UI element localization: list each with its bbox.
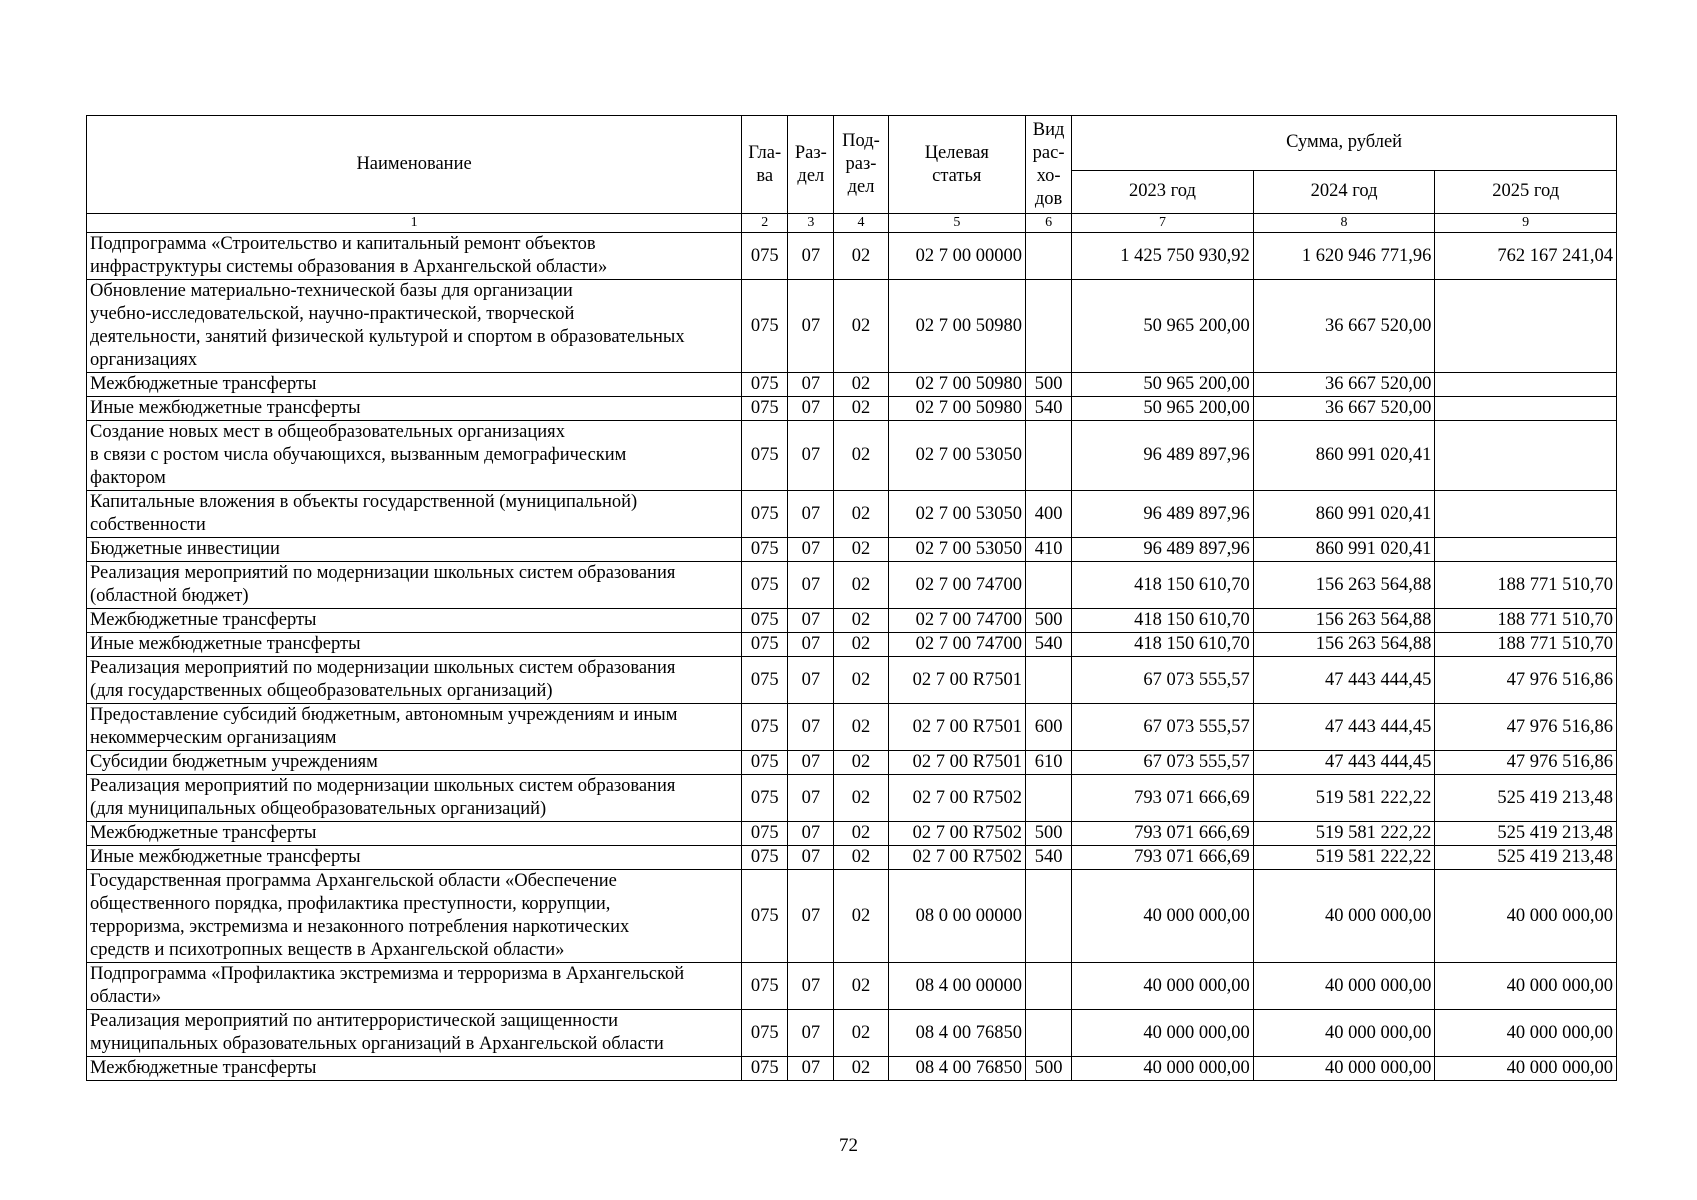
row-razdel: 07 xyxy=(788,280,834,373)
header-celevaya-text: Целевая статья xyxy=(924,142,989,186)
row-sum-2023: 793 071 666,69 xyxy=(1072,775,1254,822)
row-podrazdel: 02 xyxy=(834,846,888,870)
row-vid-rashodov: 540 xyxy=(1026,397,1072,421)
row-name: Реализация мероприятий по модернизации школьных систем образования (для муниципальных общеобразовательных организаций) xyxy=(87,775,742,822)
row-podrazdel: 02 xyxy=(834,397,888,421)
row-celevaya-statya: 08 0 00 00000 xyxy=(888,870,1025,963)
row-razdel: 07 xyxy=(788,397,834,421)
row-razdel: 07 xyxy=(788,538,834,562)
header-year-2025-text: 2025 год xyxy=(1492,181,1560,202)
row-sum-2024: 47 443 444,45 xyxy=(1253,751,1435,775)
row-sum-2025: 47 976 516,86 xyxy=(1435,704,1617,751)
row-name: Реализация мероприятий по антитеррористической защищенности муниципальных образовательных организаций в Архангельской области xyxy=(87,1010,742,1057)
row-podrazdel: 02 xyxy=(834,775,888,822)
row-sum-2025 xyxy=(1435,538,1617,562)
row-celevaya-statya: 02 7 00 74700 xyxy=(888,609,1025,633)
row-glava: 075 xyxy=(742,421,788,491)
row-name: Государственная программа Архангельской области «Обеспечение общественного порядка, профилактика преступности, коррупции, терроризма, экстремизма и незаконного потребления наркотических средств и психотропных веществ в Архангельской области» xyxy=(87,870,742,963)
table-row xyxy=(87,1010,1617,1057)
column-number: 8 xyxy=(1253,214,1435,233)
row-sum-2023: 50 965 200,00 xyxy=(1072,280,1254,373)
row-podrazdel: 02 xyxy=(834,373,888,397)
row-podrazdel: 02 xyxy=(834,491,888,538)
header-glava xyxy=(742,116,788,214)
row-sum-2023: 96 489 897,96 xyxy=(1072,491,1254,538)
page-number: 72 xyxy=(839,1135,858,1156)
table-row xyxy=(87,1057,1617,1081)
row-sum-2024: 860 991 020,41 xyxy=(1253,538,1435,562)
row-sum-2024: 40 000 000,00 xyxy=(1253,1057,1435,1081)
row-name: Иные межбюджетные трансферты xyxy=(87,633,742,657)
row-vid-rashodov xyxy=(1026,280,1072,373)
table-row xyxy=(87,373,1617,397)
header-year-2024-text: 2024 год xyxy=(1310,181,1378,202)
row-name: Иные межбюджетные трансферты xyxy=(87,397,742,421)
row-vid-rashodov xyxy=(1026,963,1072,1010)
row-name: Межбюджетные трансферты xyxy=(87,609,742,633)
row-sum-2024: 36 667 520,00 xyxy=(1253,373,1435,397)
row-glava: 075 xyxy=(742,397,788,421)
row-sum-2023: 40 000 000,00 xyxy=(1072,870,1254,963)
row-sum-2024: 40 000 000,00 xyxy=(1253,1010,1435,1057)
row-sum-2023: 67 073 555,57 xyxy=(1072,657,1254,704)
row-podrazdel: 02 xyxy=(834,751,888,775)
row-name: Обновление материально-технической базы для организации учебно-исследовательской, научно-практической, творческой деятельности, занятий физической культурой и спортом в образовательных организациях xyxy=(87,280,742,373)
row-glava: 075 xyxy=(742,704,788,751)
row-sum-2024: 156 263 564,88 xyxy=(1253,633,1435,657)
row-sum-2024: 1 620 946 771,96 xyxy=(1253,233,1435,280)
table-row xyxy=(87,870,1617,963)
row-vid-rashodov xyxy=(1026,562,1072,609)
header-year-2024 xyxy=(1253,170,1435,213)
row-sum-2025 xyxy=(1435,421,1617,491)
row-sum-2025: 762 167 241,04 xyxy=(1435,233,1617,280)
row-glava: 075 xyxy=(742,609,788,633)
row-sum-2024: 519 581 222,22 xyxy=(1253,822,1435,846)
row-glava: 075 xyxy=(742,822,788,846)
row-sum-2025: 40 000 000,00 xyxy=(1435,963,1617,1010)
row-sum-2024: 47 443 444,45 xyxy=(1253,704,1435,751)
row-vid-rashodov: 500 xyxy=(1026,609,1072,633)
table-header xyxy=(87,116,1617,233)
header-year-2025 xyxy=(1435,170,1617,213)
row-sum-2025 xyxy=(1435,280,1617,373)
row-sum-2024: 860 991 020,41 xyxy=(1253,491,1435,538)
table-row xyxy=(87,963,1617,1010)
row-podrazdel: 02 xyxy=(834,233,888,280)
header-razdel xyxy=(788,116,834,214)
table-body xyxy=(87,233,1617,1081)
row-sum-2024: 156 263 564,88 xyxy=(1253,609,1435,633)
row-sum-2025: 188 771 510,70 xyxy=(1435,562,1617,609)
header-glava-text: Гла- ва xyxy=(748,142,782,186)
row-sum-2025: 188 771 510,70 xyxy=(1435,609,1617,633)
header-name xyxy=(87,116,742,214)
row-sum-2025: 525 419 213,48 xyxy=(1435,822,1617,846)
row-razdel: 07 xyxy=(788,233,834,280)
table-row xyxy=(87,751,1617,775)
row-celevaya-statya: 08 4 00 76850 xyxy=(888,1010,1025,1057)
row-razdel: 07 xyxy=(788,657,834,704)
row-vid-rashodov: 400 xyxy=(1026,491,1072,538)
table-row xyxy=(87,657,1617,704)
row-celevaya-statya: 02 7 00 R7501 xyxy=(888,751,1025,775)
row-celevaya-statya: 02 7 00 50980 xyxy=(888,373,1025,397)
header-summa xyxy=(1072,116,1617,171)
table-row xyxy=(87,421,1617,491)
column-number: 7 xyxy=(1072,214,1254,233)
row-sum-2023: 67 073 555,57 xyxy=(1072,704,1254,751)
row-glava: 075 xyxy=(742,562,788,609)
column-number: 3 xyxy=(788,214,834,233)
row-glava: 075 xyxy=(742,963,788,1010)
row-sum-2024: 519 581 222,22 xyxy=(1253,775,1435,822)
row-name: Межбюджетные трансферты xyxy=(87,373,742,397)
column-number: 9 xyxy=(1435,214,1617,233)
row-sum-2023: 96 489 897,96 xyxy=(1072,538,1254,562)
row-name: Подпрограмма «Профилактика экстремизма и терроризма в Архангельской области» xyxy=(87,963,742,1010)
header-vid-text: Вид рас- хо- дов xyxy=(1032,119,1065,209)
header-podrazdel-text: Под- раз- дел xyxy=(842,131,880,197)
row-name: Иные межбюджетные трансферты xyxy=(87,846,742,870)
row-vid-rashodov: 600 xyxy=(1026,704,1072,751)
header-year-2023-text: 2023 год xyxy=(1129,181,1196,202)
row-razdel: 07 xyxy=(788,491,834,538)
row-vid-rashodov: 500 xyxy=(1026,822,1072,846)
row-sum-2023: 50 965 200,00 xyxy=(1072,397,1254,421)
row-name: Субсидии бюджетным учреждениям xyxy=(87,751,742,775)
row-razdel: 07 xyxy=(788,963,834,1010)
row-celevaya-statya: 02 7 00 74700 xyxy=(888,562,1025,609)
table-row xyxy=(87,822,1617,846)
row-podrazdel: 02 xyxy=(834,538,888,562)
row-glava: 075 xyxy=(742,491,788,538)
row-podrazdel: 02 xyxy=(834,1010,888,1057)
row-sum-2025: 40 000 000,00 xyxy=(1435,1057,1617,1081)
row-razdel: 07 xyxy=(788,751,834,775)
row-glava: 075 xyxy=(742,1010,788,1057)
row-vid-rashodov: 610 xyxy=(1026,751,1072,775)
header-celevaya-statya xyxy=(888,116,1025,214)
row-razdel: 07 xyxy=(788,421,834,491)
table-row xyxy=(87,633,1617,657)
row-sum-2023: 418 150 610,70 xyxy=(1072,633,1254,657)
row-razdel: 07 xyxy=(788,822,834,846)
row-celevaya-statya: 02 7 00 R7501 xyxy=(888,704,1025,751)
row-razdel: 07 xyxy=(788,870,834,963)
header-vid-rashodov xyxy=(1026,116,1072,214)
row-sum-2023: 67 073 555,57 xyxy=(1072,751,1254,775)
row-podrazdel: 02 xyxy=(834,562,888,609)
row-sum-2025: 525 419 213,48 xyxy=(1435,846,1617,870)
table-row xyxy=(87,562,1617,609)
row-glava: 075 xyxy=(742,1057,788,1081)
row-podrazdel: 02 xyxy=(834,704,888,751)
row-name: Межбюджетные трансферты xyxy=(87,1057,742,1081)
row-glava: 075 xyxy=(742,373,788,397)
row-celevaya-statya: 08 4 00 76850 xyxy=(888,1057,1025,1081)
column-number: 4 xyxy=(834,214,888,233)
row-glava: 075 xyxy=(742,233,788,280)
row-podrazdel: 02 xyxy=(834,1057,888,1081)
row-sum-2024: 40 000 000,00 xyxy=(1253,870,1435,963)
row-vid-rashodov: 500 xyxy=(1026,1057,1072,1081)
row-razdel: 07 xyxy=(788,1057,834,1081)
row-name: Предоставление субсидий бюджетным, автономным учреждениям и иным некоммерческим организациям xyxy=(87,704,742,751)
row-sum-2024: 36 667 520,00 xyxy=(1253,397,1435,421)
row-celevaya-statya: 02 7 00 50980 xyxy=(888,397,1025,421)
row-sum-2023: 793 071 666,69 xyxy=(1072,846,1254,870)
row-vid-rashodov xyxy=(1026,870,1072,963)
row-celevaya-statya: 02 7 00 R7501 xyxy=(888,657,1025,704)
header-name-text: Наименование xyxy=(356,154,472,174)
row-razdel: 07 xyxy=(788,373,834,397)
row-razdel: 07 xyxy=(788,633,834,657)
column-number: 2 xyxy=(742,214,788,233)
row-sum-2025: 40 000 000,00 xyxy=(1435,1010,1617,1057)
column-number: 6 xyxy=(1026,214,1072,233)
table-row xyxy=(87,233,1617,280)
row-celevaya-statya: 02 7 00 53050 xyxy=(888,491,1025,538)
budget-table xyxy=(86,115,1617,1081)
row-razdel: 07 xyxy=(788,1010,834,1057)
row-sum-2023: 418 150 610,70 xyxy=(1072,562,1254,609)
row-name: Межбюджетные трансферты xyxy=(87,822,742,846)
row-name: Бюджетные инвестиции xyxy=(87,538,742,562)
row-vid-rashodov xyxy=(1026,1010,1072,1057)
row-razdel: 07 xyxy=(788,609,834,633)
table-row xyxy=(87,846,1617,870)
row-razdel: 07 xyxy=(788,846,834,870)
row-glava: 075 xyxy=(742,751,788,775)
row-sum-2025: 188 771 510,70 xyxy=(1435,633,1617,657)
column-number-row xyxy=(87,214,1617,233)
row-name: Подпрограмма «Строительство и капитальный ремонт объектов инфраструктуры системы образования в Архангельской области» xyxy=(87,233,742,280)
row-celevaya-statya: 02 7 00 00000 xyxy=(888,233,1025,280)
row-glava: 075 xyxy=(742,775,788,822)
table-row xyxy=(87,491,1617,538)
row-celevaya-statya: 02 7 00 53050 xyxy=(888,421,1025,491)
row-glava: 075 xyxy=(742,280,788,373)
row-sum-2023: 1 425 750 930,92 xyxy=(1072,233,1254,280)
row-podrazdel: 02 xyxy=(834,963,888,1010)
header-razdel-text: Раз- дел xyxy=(794,142,827,186)
row-sum-2023: 40 000 000,00 xyxy=(1072,1057,1254,1081)
header-podrazdel xyxy=(834,116,888,214)
table-row xyxy=(87,609,1617,633)
row-razdel: 07 xyxy=(788,704,834,751)
row-glava: 075 xyxy=(742,870,788,963)
row-celevaya-statya: 02 7 00 50980 xyxy=(888,280,1025,373)
row-celevaya-statya: 02 7 00 R7502 xyxy=(888,822,1025,846)
row-podrazdel: 02 xyxy=(834,870,888,963)
row-vid-rashodov: 410 xyxy=(1026,538,1072,562)
row-razdel: 07 xyxy=(788,562,834,609)
row-podrazdel: 02 xyxy=(834,421,888,491)
row-sum-2023: 40 000 000,00 xyxy=(1072,963,1254,1010)
table-row xyxy=(87,538,1617,562)
row-vid-rashodov xyxy=(1026,775,1072,822)
row-sum-2024: 36 667 520,00 xyxy=(1253,280,1435,373)
row-sum-2023: 40 000 000,00 xyxy=(1072,1010,1254,1057)
row-glava: 075 xyxy=(742,538,788,562)
row-vid-rashodov: 540 xyxy=(1026,633,1072,657)
row-sum-2025 xyxy=(1435,397,1617,421)
column-number: 1 xyxy=(87,214,742,233)
row-podrazdel: 02 xyxy=(834,633,888,657)
row-sum-2024: 860 991 020,41 xyxy=(1253,421,1435,491)
column-number: 5 xyxy=(888,214,1025,233)
table-row xyxy=(87,280,1617,373)
row-vid-rashodov: 540 xyxy=(1026,846,1072,870)
row-glava: 075 xyxy=(742,657,788,704)
header-summa-text: Сумма, рублей xyxy=(1286,132,1403,153)
table-row xyxy=(87,775,1617,822)
row-celevaya-statya: 02 7 00 74700 xyxy=(888,633,1025,657)
row-sum-2023: 50 965 200,00 xyxy=(1072,373,1254,397)
header-year-2023 xyxy=(1072,170,1254,213)
row-name: Реализация мероприятий по модернизации школьных систем образования (для государственных общеобразовательных организаций) xyxy=(87,657,742,704)
table-row xyxy=(87,397,1617,421)
row-sum-2024: 519 581 222,22 xyxy=(1253,846,1435,870)
table-row xyxy=(87,704,1617,751)
row-vid-rashodov: 500 xyxy=(1026,373,1072,397)
row-name: Капитальные вложения в объекты государственной (муниципальной) собственности xyxy=(87,491,742,538)
row-glava: 075 xyxy=(742,633,788,657)
row-sum-2025 xyxy=(1435,491,1617,538)
row-razdel: 07 xyxy=(788,775,834,822)
row-sum-2023: 96 489 897,96 xyxy=(1072,421,1254,491)
row-vid-rashodov xyxy=(1026,421,1072,491)
row-sum-2025 xyxy=(1435,373,1617,397)
row-vid-rashodov xyxy=(1026,657,1072,704)
row-sum-2025: 47 976 516,86 xyxy=(1435,751,1617,775)
row-celevaya-statya: 02 7 00 53050 xyxy=(888,538,1025,562)
row-name: Создание новых мест в общеобразовательных организациях в связи с ростом числа обучающихся, вызванным демографическим фактором xyxy=(87,421,742,491)
row-podrazdel: 02 xyxy=(834,822,888,846)
row-podrazdel: 02 xyxy=(834,280,888,373)
row-sum-2023: 793 071 666,69 xyxy=(1072,822,1254,846)
row-sum-2025: 47 976 516,86 xyxy=(1435,657,1617,704)
row-celevaya-statya: 02 7 00 R7502 xyxy=(888,846,1025,870)
row-podrazdel: 02 xyxy=(834,609,888,633)
row-podrazdel: 02 xyxy=(834,657,888,704)
row-celevaya-statya: 02 7 00 R7502 xyxy=(888,775,1025,822)
row-sum-2025: 525 419 213,48 xyxy=(1435,775,1617,822)
row-glava: 075 xyxy=(742,846,788,870)
row-name: Реализация мероприятий по модернизации школьных систем образования (областной бюджет) xyxy=(87,562,742,609)
row-sum-2023: 418 150 610,70 xyxy=(1072,609,1254,633)
row-celevaya-statya: 08 4 00 00000 xyxy=(888,963,1025,1010)
row-sum-2024: 47 443 444,45 xyxy=(1253,657,1435,704)
row-sum-2024: 156 263 564,88 xyxy=(1253,562,1435,609)
row-sum-2025: 40 000 000,00 xyxy=(1435,870,1617,963)
row-vid-rashodov xyxy=(1026,233,1072,280)
row-sum-2024: 40 000 000,00 xyxy=(1253,963,1435,1010)
